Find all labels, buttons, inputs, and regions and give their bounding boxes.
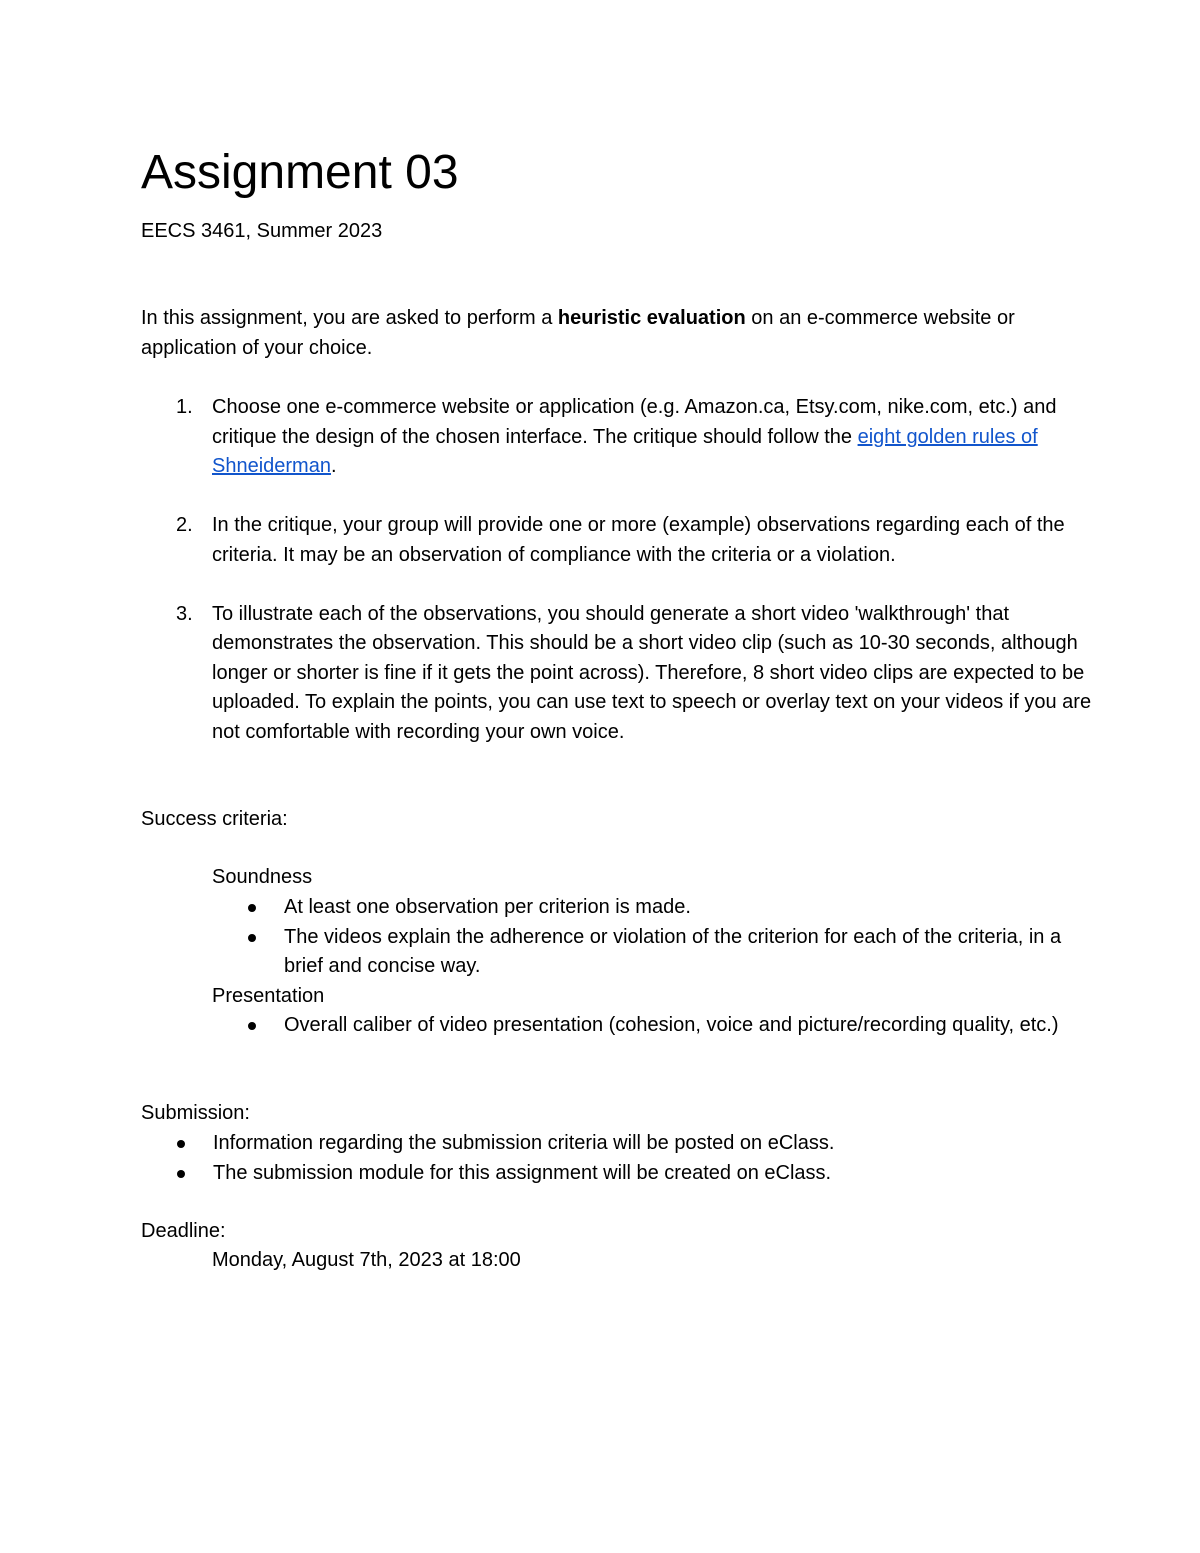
bullet-text: At least one observation per criterion is made. bbox=[284, 896, 691, 918]
course-subtitle: EECS 3461, Summer 2023 bbox=[141, 220, 383, 242]
intro-paragraph bbox=[141, 304, 1096, 363]
bullet-text: Overall caliber of video presentation (cohesion, voice and picture/recording quality, etc.) bbox=[284, 1014, 1059, 1036]
steps-list bbox=[141, 393, 1101, 777]
presentation-heading: Presentation bbox=[212, 985, 325, 1007]
bullet-text: Information regarding the submission criteria will be posted on eClass. bbox=[213, 1132, 835, 1154]
list-item bbox=[248, 893, 1098, 923]
presentation-list bbox=[248, 1011, 1098, 1041]
deadline-label: Deadline: bbox=[141, 1220, 226, 1242]
step-number: 2. bbox=[176, 514, 193, 536]
step-text: To illustrate each of the observations, you should generate a short video 'walkthrough' that demonstrates the observation. This should be a short video clip (such as 10-30 seconds, although longer or shorter is fine if it gets the point across). Therefore, 8 short video clips are expected to be uploaded. To explain the points, you can use text to speech or overlay text on your videos if you are not comfortable with recording your own voice. bbox=[212, 602, 1092, 743]
step-item-3 bbox=[141, 600, 1101, 748]
list-item bbox=[177, 1159, 1097, 1189]
step-number: 1. bbox=[176, 396, 193, 418]
intro-bold-term: heuristic evaluation bbox=[557, 307, 746, 329]
document-title: Assignment 03 bbox=[141, 146, 459, 199]
deadline-value: Monday, August 7th, 2023 at 18:00 bbox=[212, 1249, 521, 1271]
success-criteria-label: Success criteria: bbox=[141, 808, 288, 830]
list-item bbox=[177, 1129, 1097, 1159]
bullet-icon bbox=[248, 904, 256, 912]
bullet-icon bbox=[248, 934, 256, 942]
intro-text-after: on an e-commerce website or application of your choice. bbox=[141, 307, 1015, 359]
submission-list bbox=[177, 1129, 1097, 1188]
intro-text-before: In this assignment, you are asked to perform a bbox=[141, 307, 558, 329]
bullet-icon bbox=[177, 1140, 185, 1148]
step-text-after: . bbox=[330, 455, 337, 477]
step-item-2 bbox=[141, 511, 1101, 570]
step-text: In the critique, your group will provide one or more (example) observations regarding each of the criteria. It may be an observation of compliance with the criteria or a violation. bbox=[212, 514, 1065, 566]
bullet-text: The submission module for this assignment will be created on eClass. bbox=[213, 1161, 832, 1184]
step-number: 3. bbox=[176, 602, 193, 625]
step-item-1 bbox=[141, 393, 1101, 482]
step-text: Choose one e-commerce website or application (e.g. Amazon.ca, Etsy.com, nike.com, etc.) and critique the design of the chosen interface. The critique should follow the bbox=[212, 396, 1057, 448]
shneiderman-rules-link[interactable]: eight golden rules of Shneiderman bbox=[212, 425, 1038, 477]
soundness-heading: Soundness bbox=[212, 866, 313, 888]
submission-label: Submission: bbox=[141, 1102, 250, 1124]
soundness-list bbox=[248, 893, 1098, 982]
list-item bbox=[248, 923, 1098, 982]
list-item bbox=[248, 1011, 1098, 1041]
bullet-icon bbox=[177, 1170, 185, 1178]
bullet-text: The videos explain the adherence or violation of the criterion for each of the criteria, in a brief and concise way. bbox=[284, 925, 1062, 977]
bullet-icon bbox=[248, 1022, 256, 1030]
